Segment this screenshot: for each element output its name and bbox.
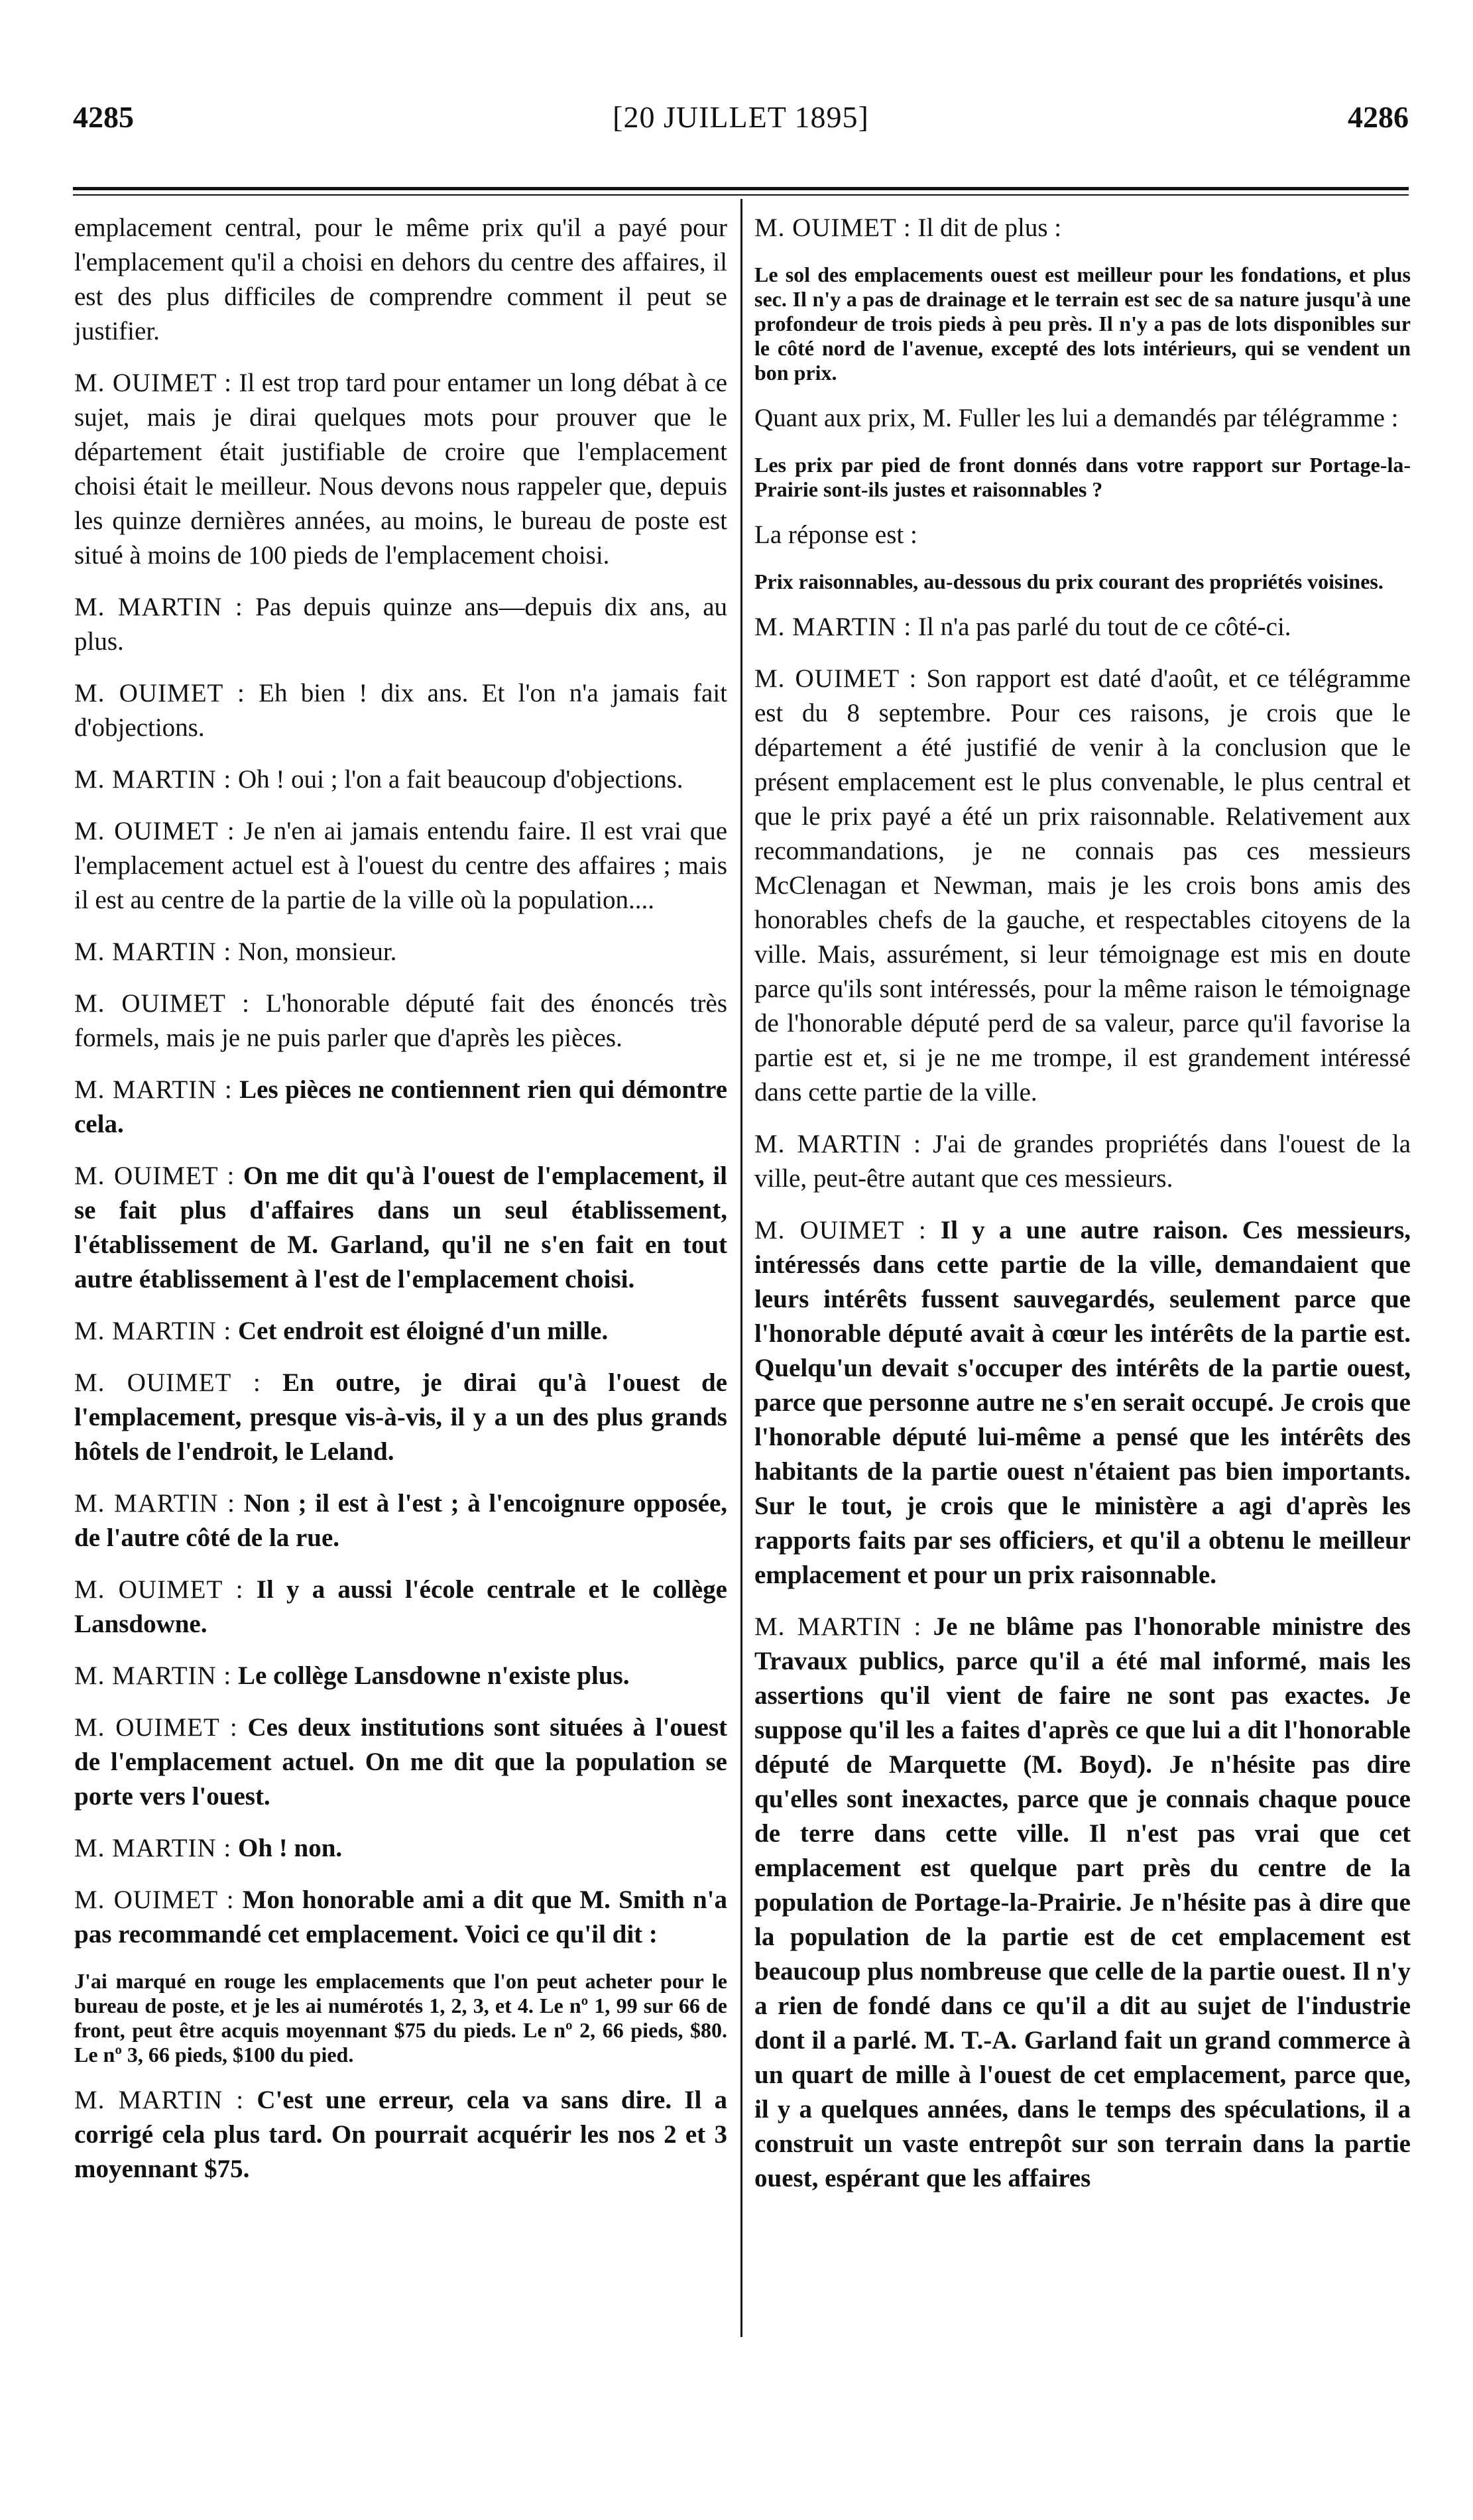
- debate-paragraph: [74, 211, 727, 349]
- speech-text: Cet endroit est éloigné d'un mille.: [238, 1317, 609, 1345]
- quoted-text: Les prix par pied de front donnés dans votre rapport sur Portage-la-Prairie sont-ils justes et raisonnables ?: [754, 453, 1411, 501]
- speaker-name: M. MARTIN :: [754, 1130, 921, 1158]
- right-column: [754, 211, 1411, 2213]
- debate-paragraph: [74, 987, 727, 1055]
- debate-paragraph: [74, 935, 727, 969]
- debate-paragraph: [74, 2083, 727, 2187]
- speech-text: Le collège Lansdowne n'existe plus.: [238, 1661, 630, 1690]
- debate-paragraph: [74, 1710, 727, 1814]
- debate-paragraph: [754, 401, 1411, 436]
- debate-paragraph: [754, 610, 1411, 644]
- speaker-name: M. OUIMET :: [74, 369, 233, 397]
- quoted-text: J'ai marqué en rouge les emplacements que l'on peut acheter pour le bureau de poste, et je les ai numérotés 1, 2, 3, et 4. Le nº 1, 99 sur 66 de front, peut être acquis moyennant $75 du pieds. Le nº 2, 66 pieds, $80. Le nº 3, 66 pieds, $100 du pied.: [74, 1969, 727, 2067]
- debate-paragraph: [74, 1831, 727, 1866]
- debate-paragraph: [754, 1213, 1411, 1592]
- speaker-name: M. MARTIN :: [74, 1661, 232, 1690]
- debate-paragraph: [74, 1883, 727, 1952]
- quoted-text: Prix raisonnables, au-dessous du prix courant des propriétés voisines.: [754, 570, 1384, 593]
- speaker-name: M. MARTIN :: [74, 1075, 233, 1104]
- quoted-text: Le sol des emplacements ouest est meilleur pour les fondations, et plus sec. Il n'y a pas de drainage et le terrain est sec de sa nature jusqu'à une profondeur de trois pieds à peu près. Il n'y a pas de lots disponibles sur le côté nord de l'avenue, excepté des lots intérieurs, qui se vendent un bon prix.: [754, 263, 1411, 385]
- speaker-name: M. OUIMET :: [754, 1216, 927, 1244]
- speaker-name: M. OUIMET :: [74, 1368, 261, 1397]
- speech-text: C'est une erreur, cela va sans dire. Il a corrigé cela plus tard. On pourrait acquérir les nos 2 et 3 moyennant $75.: [74, 2086, 728, 2183]
- speech-text: Eh bien ! dix ans. Et l'on n'a jamais fait d'objections.: [74, 679, 728, 742]
- debate-paragraph: [74, 1573, 727, 1642]
- page-number-right: 4286: [1348, 100, 1409, 134]
- session-date: [20 JUILLET 1895]: [613, 100, 869, 134]
- debate-paragraph: [754, 518, 1411, 552]
- debate-paragraph: [754, 1610, 1411, 2196]
- debate-paragraph: [74, 1366, 727, 1469]
- speech-text: emplacement central, pour le même prix qu'il a payé pour l'emplacement qu'il a choisi en dehors du centre des affaires, il est des plus difficiles de comprendre comment il peut se justifier.: [74, 213, 727, 345]
- header-rule-thin: [73, 194, 1409, 196]
- speaker-name: M. OUIMET :: [74, 1713, 238, 1742]
- speech-text: Je n'en ai jamais entendu faire. Il est vrai que l'emplacement actuel est à l'ouest du centre des affaires ; mais il est au centre de la partie de la ville où la population....: [74, 817, 728, 914]
- speech-text: Pas depuis quinze ans—depuis dix ans, au plus.: [74, 593, 728, 656]
- speech-text: Quant aux prix, M. Fuller les lui a demandés par télégramme :: [754, 404, 1399, 432]
- speech-text: Les pièces ne contiennent rien qui démontre cela.: [74, 1075, 728, 1138]
- speaker-name: M. OUIMET :: [754, 213, 912, 242]
- header-rule-thick: [73, 187, 1409, 190]
- speaker-name: M. OUIMET :: [74, 817, 235, 845]
- speaker-name: M. MARTIN :: [74, 937, 232, 966]
- debate-paragraph: [754, 1127, 1411, 1196]
- speaker-name: M. MARTIN :: [74, 1489, 236, 1518]
- speaker-name: M. MARTIN :: [74, 1834, 232, 1862]
- speech-text: Il y a aussi l'école centrale et le collège Lansdowne.: [74, 1575, 727, 1638]
- page-number-left: 4285: [73, 100, 134, 134]
- speaker-name: M. OUIMET :: [74, 679, 245, 707]
- speech-text: Je ne blâme pas l'honorable ministre des Travaux publics, parce qu'il a été mal informé, mais les assertions qu'il vient de faire ne sont pas exactes. Je suppose qu'il les a faites d'après ce que lui a dit l'honorable député de Marquette (M. Boyd). Je n'hésite pas dire qu'elles sont inexactes, parce que je connais chaque pouce de terre dans cette ville. Il n'est pas vrai que cet emplacement est quelque part près du centre de la population de Portage-la-Prairie. Je n'hésite pas à dire que la population de la partie est de cet emplacement est beaucoup plus nombreuse que celle de la partie ouest. Il n'y a rien de fondé dans ce qu'il a dit au sujet de l'industrie dont il a parlé. M. T.-A. Garland fait un grand commerce à un quart de mille à l'ouest de cet emplacement, parce que, il y a quelques années, dans le temps des spéculations, il a construit un vaste entrepôt sur son terrain dans la partie ouest, espérant que les affaires: [754, 1612, 1411, 2192]
- debate-paragraph: [74, 1073, 727, 1142]
- debate-paragraph: [74, 1486, 727, 1555]
- debate-paragraph: [74, 762, 727, 797]
- speaker-name: M. MARTIN :: [74, 593, 243, 621]
- speaker-name: M. MARTIN :: [754, 613, 912, 641]
- speaker-name: M. OUIMET :: [74, 1575, 244, 1604]
- speaker-name: M. MARTIN :: [74, 2086, 245, 2114]
- speech-text: Non, monsieur.: [238, 937, 397, 966]
- speaker-name: M. MARTIN :: [754, 1612, 922, 1641]
- debate-paragraph: [754, 211, 1411, 245]
- speaker-name: M. OUIMET :: [74, 1886, 235, 1914]
- speech-text: Non ; il est à l'est ; à l'encoignure opposée, de l'autre côté de la rue.: [74, 1489, 727, 1552]
- speaker-name: M. OUIMET :: [74, 989, 250, 1018]
- debate-paragraph: [74, 814, 727, 918]
- debate-paragraph: [74, 676, 727, 745]
- column-divider: [740, 199, 742, 2337]
- speech-text: Il y a une autre raison. Ces messieurs, intéressés dans cette partie de la ville, demandaient que leurs intérêts fussent sauvegardés, seulement parce que l'honorable député avait à cœur les intérêts de la partie est. Quelqu'un devait s'occuper des intérêts de la partie ouest, parce que personne autre ne s'en serait occupé. Je crois que l'honorable député lui-même a pensé que les intérêts des habitants de la partie ouest n'étaient pas bien importants. Sur le tout, je crois que le ministère a agi d'après les rapports faits par ses officiers, et qu'il a obtenu le meilleur emplacement et pour un prix raisonnable.: [754, 1216, 1411, 1589]
- speech-text: Il est trop tard pour entamer un long débat à ce sujet, mais je dirai quelques mots pour prouver que le département était justifiable de croire que l'emplacement choisi était le meilleur. Nous devons nous rappeler que, depuis les quinze dernières années, au moins, le bureau de poste est situé à moins de 100 pieds de l'emplacement choisi.: [74, 369, 727, 570]
- speech-text: J'ai de grandes propriétés dans l'ouest de la ville, peut-être autant que ces messieurs.: [754, 1130, 1411, 1193]
- speech-text: On me dit qu'à l'ouest de l'emplacement, il se fait plus d'affaires dans un seul établissement, l'établissement de M. Garland, qu'il ne s'en fait en tout autre établissement à l'est de l'emplacement choisi.: [74, 1162, 727, 1293]
- left-column: [74, 211, 727, 2204]
- speech-text: Oh ! oui ; l'on a fait beaucoup d'objections.: [238, 765, 683, 794]
- speech-text: En outre, je dirai qu'à l'ouest de l'emplacement, presque vis-à-vis, il y a un des plus grands hôtels de l'endroit, le Leland.: [74, 1368, 728, 1466]
- page-header: [73, 99, 1409, 146]
- speech-text: Oh ! non.: [238, 1834, 343, 1862]
- speaker-name: M. OUIMET :: [74, 1162, 235, 1190]
- debate-paragraph: [74, 1159, 727, 1297]
- speech-text: Son rapport est daté d'août, et ce télégramme est du 8 septembre. Pour ces raisons, je crois que le département a été justifié de venir à la conclusion que le présent emplacement est le plus convenable, le plus central et que le prix payé a été un prix raisonnable. Relativement aux recommandations, je ne connais pas ces messieurs McClenagan et Newman, mais je les crois bons amis des honorables chefs de la gauche, et respectables citoyens de la ville. Mais, assurément, si leur témoignage est mis en doute parce qu'ils sont intéressés, pour la même raison le témoignage de l'honorable député perd de sa valeur, parce qu'il favorise la partie est et, si je ne me trompe, il est grandement intéressé dans cette partie de la ville.: [754, 664, 1411, 1107]
- speaker-name: M. MARTIN :: [74, 1317, 232, 1345]
- speaker-name: M. OUIMET :: [754, 664, 917, 693]
- speech-text: Ces deux institutions sont situées à l'ouest de l'emplacement actuel. On me dit que la population se porte vers l'ouest.: [74, 1713, 727, 1811]
- debate-paragraph: [74, 590, 727, 659]
- debate-paragraph: [74, 1659, 727, 1693]
- debate-paragraph: [74, 1314, 727, 1349]
- speech-text: Il n'a pas parlé du tout de ce côté-ci.: [918, 613, 1291, 641]
- speaker-name: M. MARTIN :: [74, 765, 232, 794]
- speech-text: Mon honorable ami a dit que M. Smith n'a pas recommandé cet emplacement. Voici ce qu'il dit :: [74, 1886, 728, 1949]
- debate-paragraph: [754, 662, 1411, 1110]
- speech-text: La réponse est :: [754, 520, 917, 549]
- speech-text: Il dit de plus :: [917, 213, 1062, 242]
- speech-text: L'honorable député fait des énoncés très formels, mais je ne puis parler que d'après les pièces.: [74, 989, 728, 1052]
- debate-paragraph: [74, 366, 727, 573]
